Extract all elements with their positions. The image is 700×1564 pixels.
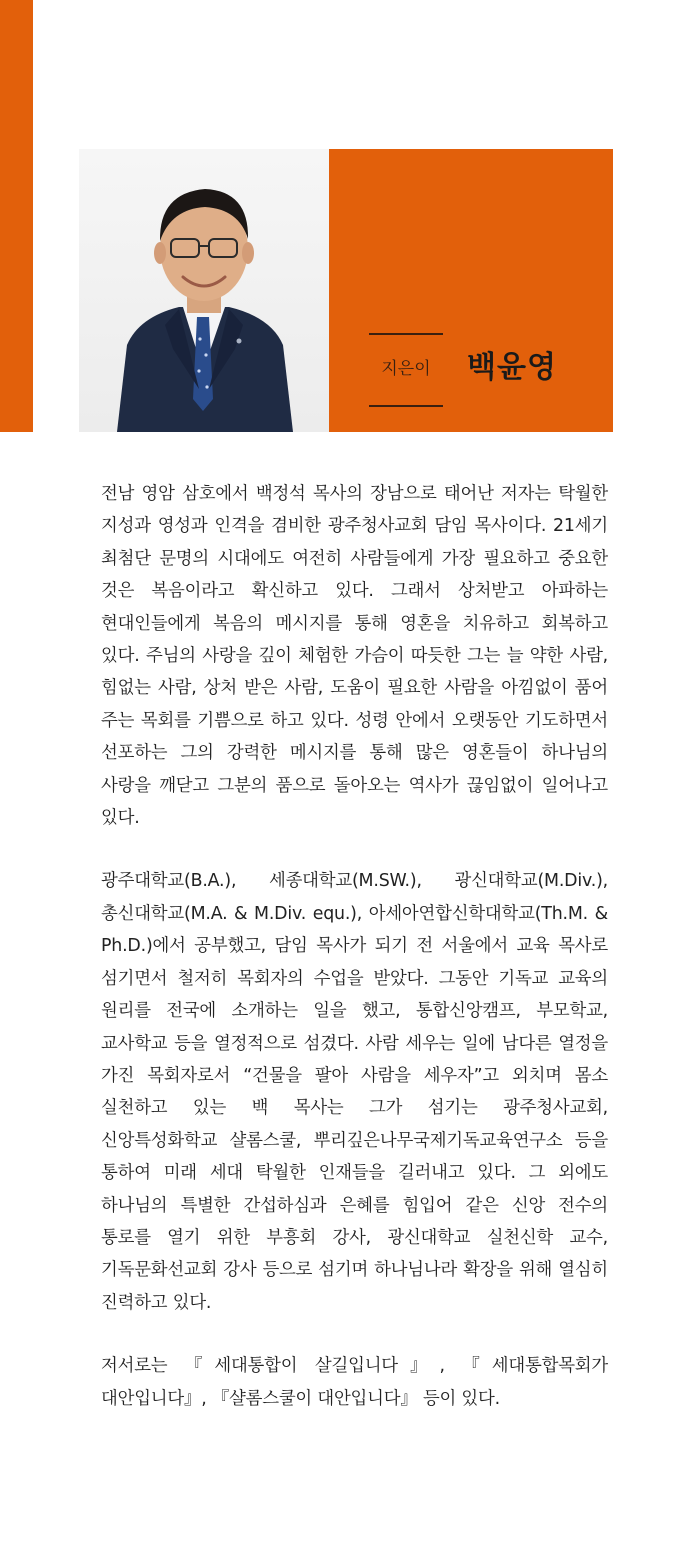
author-name-panel (329, 149, 613, 432)
divider-line (369, 333, 443, 335)
author-photo (79, 149, 329, 432)
author-portrait-illustration (79, 149, 329, 432)
accent-side-bar (0, 0, 33, 432)
bio-paragraph: 광주대학교(B.A.), 세종대학교(M.SW.), 광신대학교(M.Div.), 총신대학교(M.A. & M.Div. equ.), 아세아연합신학대학교(Th.M. & Ph.D.)에서 공부했고, 담임 목사가 되기 전 서울에서 교육 목사로 섬기면서 철저히 목회자의 수업을 받았다. 그동안 기독교 교육의 원리를 전국에 소개하는 일을 했고, 통합신앙캠프, 부모학교, 교사학교 등을 열정적으로 섬겼다. 사람 세우는 일에 남다른 열정을 가진 목회자로서 “건물을 팔아 사람을 세우자”고 외치며 몸소 실천하고 있는 백 목사는 그가 섬기는 광주청사교회, 신앙특성화학교 샬롬스쿨, 뿌리깊은나무국제기독교육연구소 등을 통하여 미래 세대 탁월한 인재들을 길러내고 있다. 그 외에도 하나님의 특별한 간섭하심과 은혜를 힘입어 같은 신앙 전수의 통로를 열기 위한 부흥회 강사, 광신대학교 실천신학 교수, 기독문화선교회 강사 등으로 섬기며 하나님나라 확장을 위해 열심히 진력하고 있다. (101, 871, 608, 1313)
bio-paragraph: 저서로는 『세대통합이 살길입니다』, 『세대통합목회가 대안입니다』, 『샬롬스쿨이 대안입니다』 등이 있다. (101, 1356, 608, 1409)
divider-line (369, 405, 443, 407)
author-header (79, 149, 613, 432)
author-name: 백윤영 (467, 350, 557, 385)
author-label: 지은이 (381, 359, 431, 379)
bio-paragraph: 전남 영암 삼호에서 백정석 목사의 장남으로 태어난 저자는 탁월한 지성과 영성과 인격을 겸비한 광주청사교회 담임 목사이다. 21세기 최첨단 문명의 시대에도 여전히 사람들에게 가장 필요하고 중요한 것은 복음이라고 확신하고 있다. 그래서 상처받고 아파하는 현대인들에게 복음의 메시지를 통해 영혼을 치유하고 회복하고 있다. 주님의 사랑을 깊이 체험한 가슴이 따듯한 그는 늘 약한 사람, 힘없는 사람, 상처 받은 사람, 도움이 필요한 사람을 아낌없이 품어 주는 목회를 기쁨으로 하고 있다. 성령 안에서 오랫동안 기도하면서 선포하는 그의 강력한 메시지를 통해 많은 영혼들이 하나님의 사랑을 깨닫고 그분의 품으로 돌아오는 역사가 끊임없이 일어나고 있다. (101, 484, 608, 829)
author-bio (101, 478, 608, 1446)
